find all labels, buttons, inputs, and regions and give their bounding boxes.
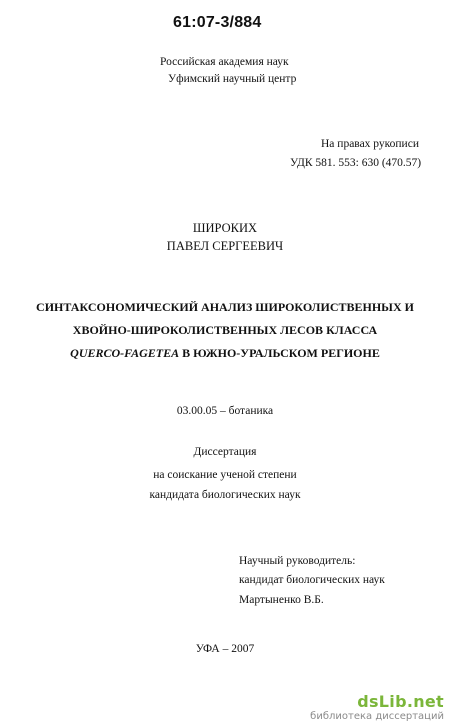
watermark-subtitle: библиотека диссертаций [310,711,444,722]
degree-purpose: на соискание ученой степени [153,469,297,481]
title-line-2: ХВОЙНО-ШИРОКОЛИСТВЕННЫХ ЛЕСОВ КЛАССА [72,323,378,337]
watermark-brand: dsLib.net [357,692,444,711]
organization-center: Уфимский научный центр [168,73,297,85]
degree-type: Диссертация [193,446,257,458]
author-name: ПАВЕЛ СЕРГЕЕВИЧ [166,239,284,253]
title-region: В ЮЖНО-УРАЛЬСКОМ РЕГИОНЕ [179,346,380,360]
title-line-1: СИНТАКСОНОМИЧЕСКИЙ АНАЛИЗ ШИРОКОЛИСТВЕННЫХ И [36,300,414,314]
degree-field: кандидата биологических наук [149,489,301,501]
supervisor-label: Научный руководитель: [239,555,356,567]
udk-code: УДК 581. 553: 630 (470.57) [290,157,422,169]
author-surname: ШИРОКИХ [192,221,258,235]
watermark-logo [310,693,444,723]
title-taxon: QUERCO-FAGETEA [70,346,180,360]
organization-name: Российская академия наук [160,56,289,68]
supervisor-degree: кандидат биологических наук [239,574,385,586]
title-line-3 [0,342,450,364]
supervisor-name: Мартыненко В.Б. [239,594,324,606]
manuscript-rights: На правах рукописи [321,138,419,150]
specialty-code: 03.00.05 – ботаника [176,405,274,417]
archive-stamp: 61:07-3/884 [173,14,262,31]
city-year: УФА – 2007 [195,643,255,655]
